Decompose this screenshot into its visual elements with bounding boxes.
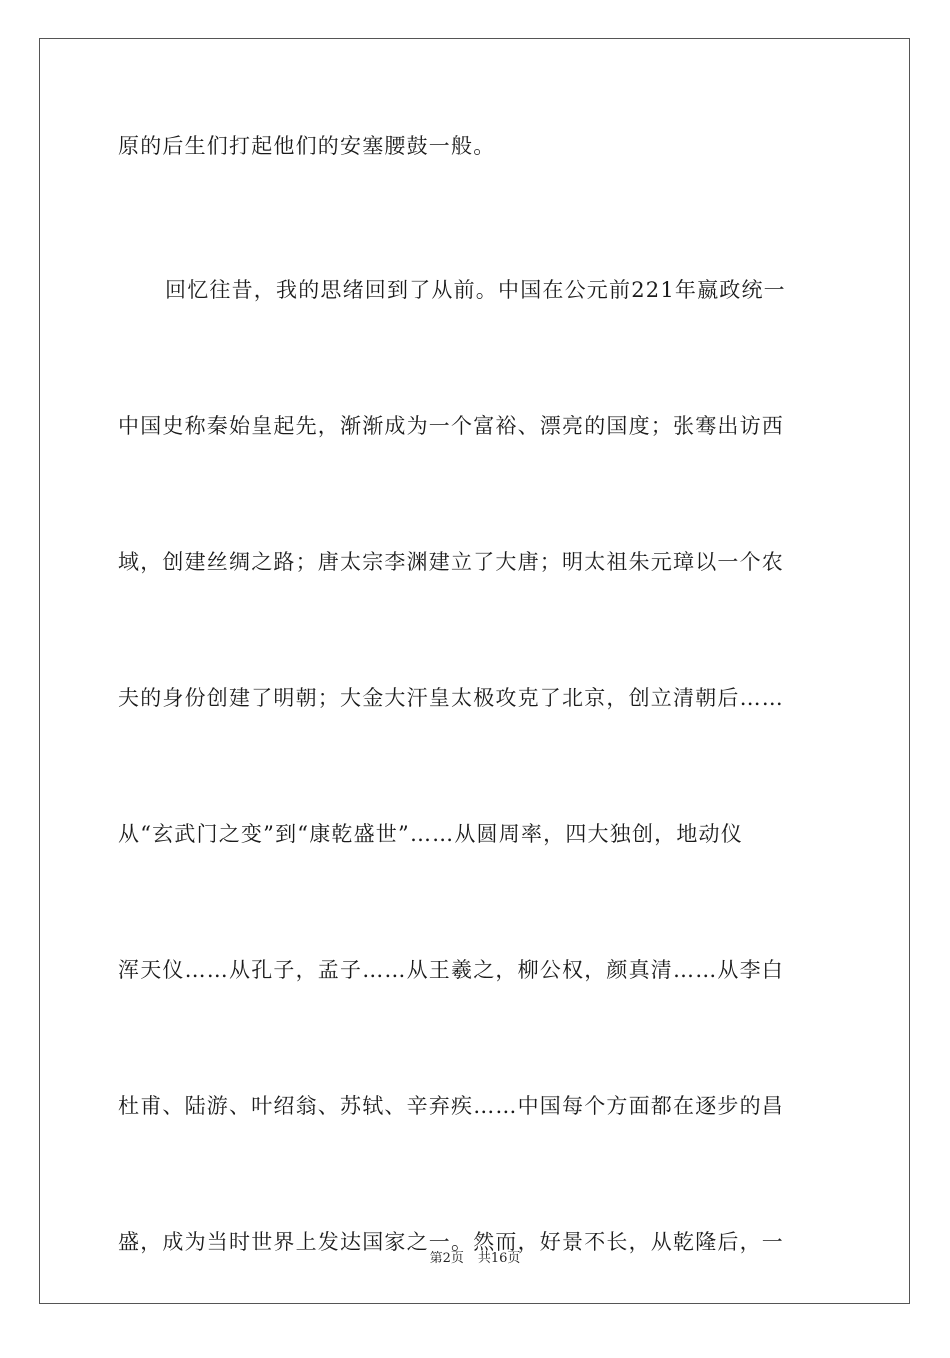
- paragraph-first-line: 回忆往昔，我的思绪回到了从前。中国在公元前221年嬴政统一: [165, 278, 786, 302]
- text-line: 杜甫、陆游、叶绍翁、苏轼、辛弃疾……中国每个方面都在逐步的昌: [118, 1094, 784, 1118]
- page-total: 共16页: [477, 1251, 521, 1266]
- text-line: 中国史称秦始皇起先，渐渐成为一个富裕、漂亮的国度；张骞出访西: [118, 414, 784, 438]
- text-line: 盛，成为当时世界上发达国家之一。然而，好景不长，从乾隆后，一: [118, 1230, 784, 1254]
- page-footer: [0, 1247, 950, 1266]
- text-line: 浑天仪……从孔子，孟子……从王羲之，柳公权，颜真清……从李白: [118, 958, 784, 982]
- text-line: 原的后生们打起他们的安塞腰鼓一般。: [118, 134, 496, 158]
- document-body: [118, 126, 834, 1358]
- text-line: 从“玄武门之变”到“康乾盛世”……从圆周率，四大独创，地动仪: [118, 822, 743, 846]
- text-line: 夫的身份创建了明朝；大金大汗皇太极攻克了北京，创立清朝后……: [118, 686, 784, 710]
- text-line: 域，创建丝绸之路；唐太宗李渊建立了大唐；明太祖朱元璋以一个农: [118, 550, 784, 574]
- page-number: 第2页: [429, 1251, 464, 1266]
